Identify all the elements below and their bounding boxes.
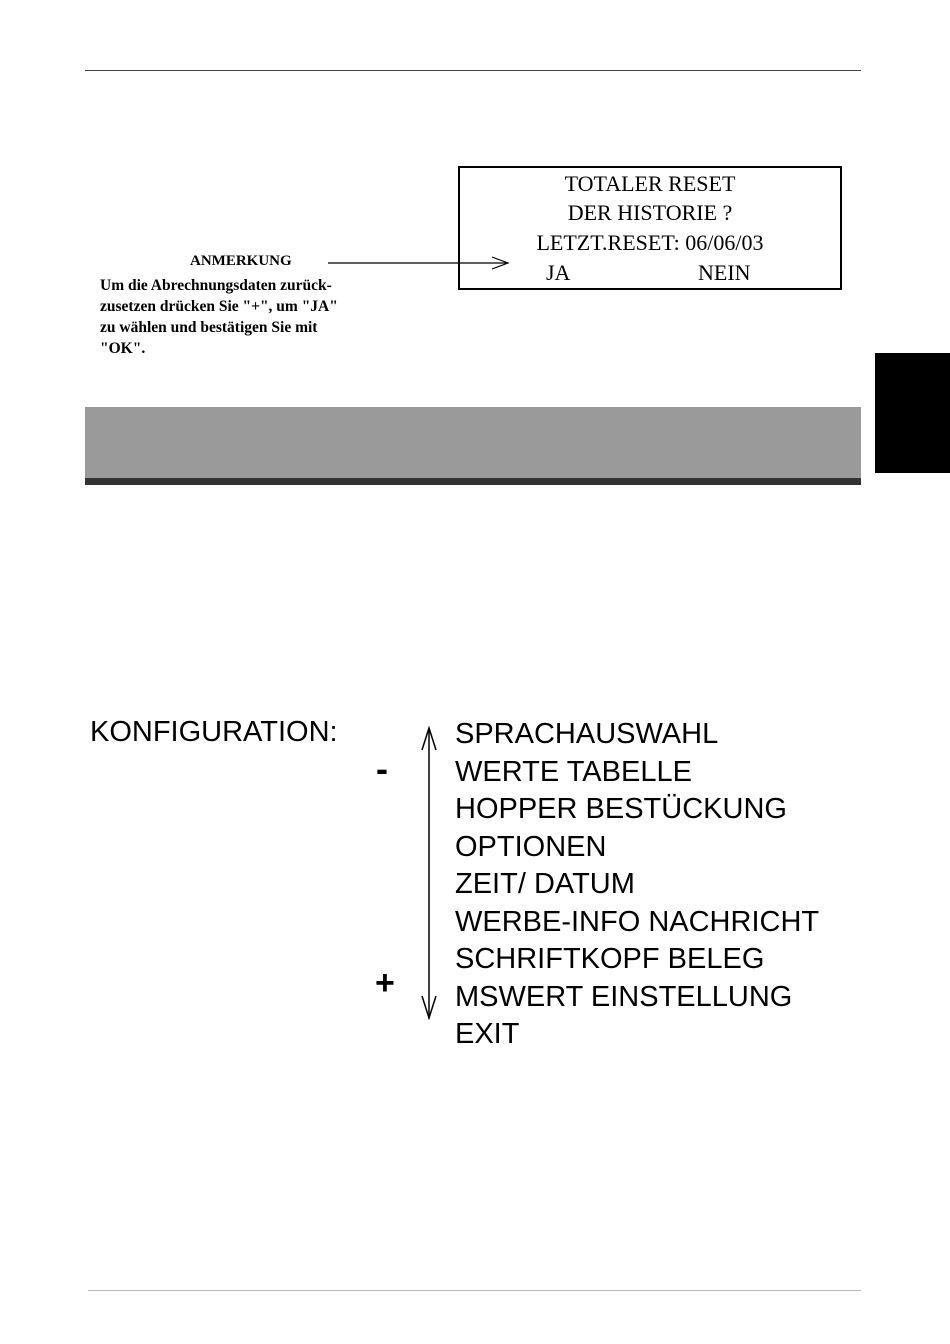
menu-item-time-date: ZEIT/ DATUM <box>455 868 635 900</box>
top-divider <box>85 70 861 71</box>
menu-item-value-table: WERTE TABELLE <box>455 755 692 788</box>
config-menu-list <box>455 716 819 1054</box>
lcd-line-1: TOTALER RESET <box>564 171 736 196</box>
plus-key-label: + <box>375 964 395 1002</box>
minus-key-label: - <box>376 748 388 789</box>
menu-item-ad-message: WERBE-INFO NACHRICHT <box>455 905 820 938</box>
lcd-option-no: NEIN <box>698 260 751 285</box>
menu-item-mswert: MSWERT EINSTELLUNG <box>455 980 793 1013</box>
note-body: Um die Abrechnungsdaten zurück- zusetzen drücken Sie "+", um "JA" zu wählen und bestätigen Sie mit "OK". <box>100 277 338 357</box>
double-arrow-icon <box>418 726 442 1020</box>
note-title: ANMERKUNG <box>190 253 292 269</box>
bottom-divider <box>88 1290 861 1291</box>
arrow-right-icon <box>328 252 518 274</box>
menu-item-hopper: HOPPER BESTÜCKUNG <box>455 793 787 825</box>
menu-item-language: SPRACHAUSWAHL <box>455 718 719 750</box>
menu-item-options: OPTIONEN <box>455 830 607 863</box>
menu-item-exit: EXIT <box>455 1018 520 1050</box>
section-header-band <box>85 407 861 478</box>
config-title: KONFIGURATION: <box>90 716 338 748</box>
chapter-tab-marker <box>875 353 950 473</box>
lcd-line-3: LETZT.RESET: 06/06/03 <box>536 230 764 255</box>
lcd-option-yes: JA <box>546 260 571 285</box>
lcd-line-2: DER HISTORIE ? <box>567 200 733 225</box>
menu-item-receipt-header: SCHRIFTKOPF BELEG <box>455 943 765 975</box>
section-header-rule <box>85 478 861 485</box>
